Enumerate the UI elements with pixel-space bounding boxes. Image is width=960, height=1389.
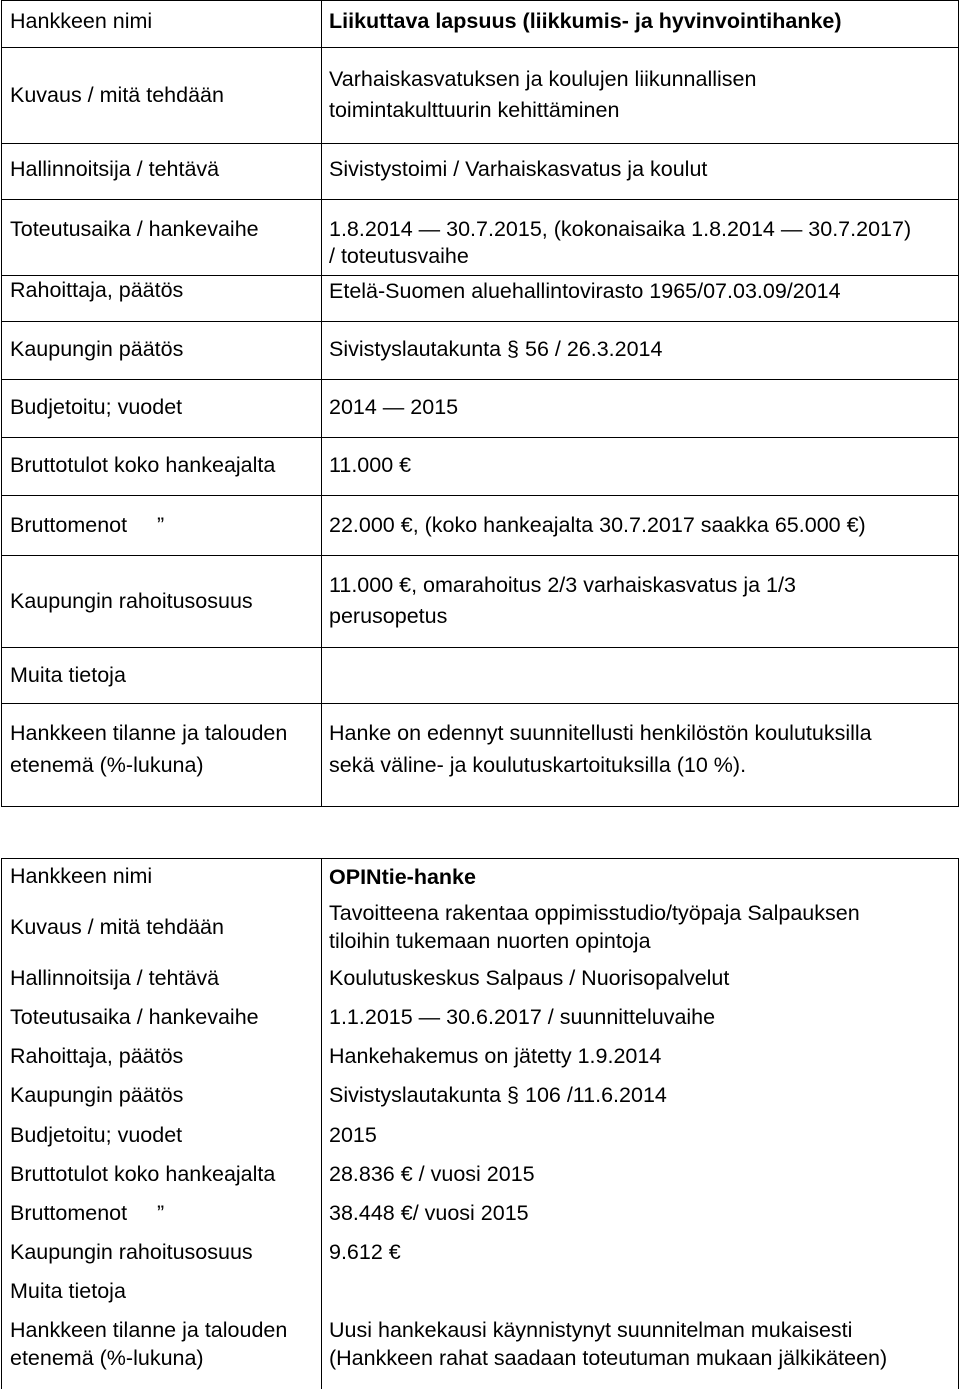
label-description: Kuvaus / mitä tehdään: [10, 83, 224, 107]
value-description-line1: Varhaiskasvatuksen ja koulujen liikunnallisen: [329, 67, 757, 91]
row-divider: [2, 143, 958, 144]
value-status-line1: Uusi hankekausi käynnistynyt suunnitelman mukaisesti: [329, 1318, 853, 1342]
label-administrator: Hallinnoitsija / tehtävä: [10, 966, 220, 990]
row-divider: [2, 379, 958, 380]
label-other-info: Muita tietoja: [10, 663, 126, 687]
value-funder: Hankehakemus on jätetty 1.9.2014: [329, 1044, 662, 1068]
value-description-line1: Tavoitteena rakentaa oppimisstudio/työpaja Salpauksen: [329, 901, 860, 925]
value-gross-income: 28.836 € / vuosi 2015: [329, 1162, 535, 1186]
row-divider: [2, 495, 958, 496]
value-city-share-line2: perusopetus: [329, 604, 448, 628]
row-divider: [2, 321, 958, 322]
value-funder: Etelä-Suomen aluehallintovirasto 1965/07.03.09/2014: [329, 279, 841, 303]
label-description: Kuvaus / mitä tehdään: [10, 915, 224, 939]
column-divider: [321, 1, 322, 806]
row-divider: [2, 199, 958, 200]
label-gross-expenses: Bruttomenot ”: [10, 1201, 165, 1225]
value-gross-expenses: 22.000 €, (koko hankeajalta 30.7.2017 saakka 65.000 €): [329, 513, 866, 537]
value-city-share: 9.612 €: [329, 1240, 401, 1264]
value-gross-income: 11.000 €: [329, 453, 412, 477]
value-administrator: Sivistystoimi / Varhaiskasvatus ja koulut: [329, 157, 708, 181]
label-funder: Rahoittaja, päätös: [10, 278, 184, 302]
value-project-name: Liikuttava lapsuus (liikkumis- ja hyvinvointihanke): [329, 9, 842, 33]
label-status-line2: etenemä (%-lukuna): [10, 1346, 204, 1370]
label-other-info: Muita tietoja: [10, 1279, 126, 1303]
value-description-line2: tiloihin tukemaan nuorten opintoja: [329, 929, 651, 953]
row-divider: [2, 647, 958, 648]
value-gross-expenses: 38.448 €/ vuosi 2015: [329, 1201, 529, 1225]
value-budgeted-years: 2014 — 2015: [329, 395, 459, 419]
value-city-decision: Sivistyslautakunta § 56 / 26.3.2014: [329, 337, 663, 361]
value-city-share-line1: 11.000 €, omarahoitus 2/3 varhaiskasvatus ja 1/3: [329, 573, 796, 597]
label-status-line1: Hankkeen tilanne ja talouden: [10, 1318, 288, 1342]
value-duration-line2: / toteutusvaihe: [329, 244, 469, 268]
label-gross-income: Bruttotulot koko hankeajalta: [10, 453, 276, 477]
row-divider: [2, 47, 958, 48]
label-gross-expenses: Bruttomenot ”: [10, 513, 165, 537]
value-status-line1: Hanke on edennyt suunnitellusti henkilöstön koulutuksilla: [329, 721, 872, 745]
value-city-decision: Sivistyslautakunta § 106 /11.6.2014: [329, 1083, 667, 1107]
column-divider: [321, 859, 322, 1389]
label-gross-income: Bruttotulot koko hankeajalta: [10, 1162, 276, 1186]
value-project-name: OPINtie-hanke: [329, 865, 476, 889]
project-table-liikuttava-lapsuus: [1, 0, 959, 807]
row-divider: [2, 437, 958, 438]
label-duration: Toteutusaika / hankevaihe: [10, 217, 259, 241]
value-budgeted-years: 2015: [329, 1123, 377, 1147]
value-description-line2: toimintakulttuurin kehittäminen: [329, 98, 620, 122]
label-funder: Rahoittaja, päätös: [10, 1044, 184, 1068]
label-project-name: Hankkeen nimi: [10, 9, 153, 33]
label-status-line1: Hankkeen tilanne ja talouden: [10, 721, 288, 745]
project-table-opintie: [1, 858, 959, 1389]
label-status-line2: etenemä (%-lukuna): [10, 753, 204, 777]
value-status-line2: (Hankkeen rahat saadaan toteutuman mukaan jälkikäteen): [329, 1346, 888, 1370]
row-divider: [2, 555, 958, 556]
value-duration-line1: 1.8.2014 — 30.7.2015, (kokonaisaika 1.8.2014 — 30.7.2017): [329, 217, 912, 241]
label-duration: Toteutusaika / hankevaihe: [10, 1005, 259, 1029]
value-status-line2: sekä väline- ja koulutuskartoituksilla (10 %).: [329, 753, 747, 777]
row-divider: [2, 703, 958, 704]
value-duration: 1.1.2015 — 30.6.2017 / suunnitteluvaihe: [329, 1005, 716, 1029]
label-city-decision: Kaupungin päätös: [10, 1083, 184, 1107]
label-project-name: Hankkeen nimi: [10, 864, 153, 888]
label-city-decision: Kaupungin päätös: [10, 337, 184, 361]
label-budgeted-years: Budjetoitu; vuodet: [10, 395, 183, 419]
label-budgeted-years: Budjetoitu; vuodet: [10, 1123, 183, 1147]
label-city-share: Kaupungin rahoitusosuus: [10, 589, 253, 613]
label-administrator: Hallinnoitsija / tehtävä: [10, 157, 220, 181]
label-city-share: Kaupungin rahoitusosuus: [10, 1240, 253, 1264]
value-administrator: Koulutuskeskus Salpaus / Nuorisopalvelut: [329, 966, 730, 990]
